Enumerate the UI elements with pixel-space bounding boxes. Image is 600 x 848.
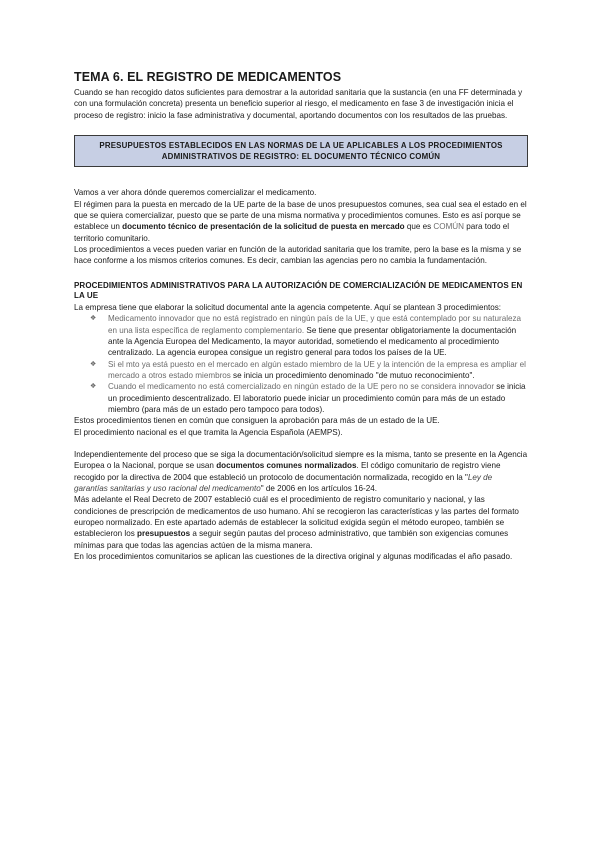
intro-paragraph: Cuando se han recogido datos suficientes para demostrar a la autoridad sanitaria que la sustancia (en una FF determinada y con una formulación concreta) presenta un beneficio superior al riesgo, el medicamento en fase 3 de investigación inicia el proceso de registro: inicio la fase administrativa y documental, aportando documentos con los resultados de las pruebas. [74,88,523,120]
paragraph: La empresa tiene que elaborar la solicitud documental ante la agencia competente. Aquí se plantean 3 procedimientos: [74,302,501,312]
paragraph: Más adelante el Real Decreto de 2007 estableció cuál es el procedimiento de registro comunitario y nacional, y las condiciones de prescripción de medicamentos de uso humano. Ahí se recogieron las características y las partes del formato europeo normalizado. En este apartado además de establecer la solicitud exigida según el método europeo, también se establecieron los presupuestos a seguir según pautas del proceso administrativo, que también son exigencias comunes mínimas para que todas las agencias actúen de la misma manera. [74,495,519,550]
list-item: ❖ Cuando el medicamento no está comercializado en ningún estado de la UE pero no se considera innovador se inicia un procedimiento descentralizado. El laboratorio puede iniciar un procedimiento común para más de un estado miembro (para más de un estado pero tampoco para todos). [90,382,526,414]
diamond-bullet-icon: ❖ [90,315,97,323]
page-title: TEMA 6. EL REGISTRO DE MEDICAMENTOS [74,70,342,84]
list-item: ❖ Medicamento innovador que no está registrado en ningún país de la UE, y que está contemplado por su naturaleza en una lista específica de reglamento complementario. Se tiene que presentar obligatoriamente la documentación ante la Agencia Europea del Medicamento, la mayor autoridad, sometiendo el medicamento al procedimiento centralizado. La agencia europea consigue un registro general para todos los países de la UE. [90,314,522,358]
section-heading-box: PRESUPUESTOS ESTABLECIDOS EN LAS NORMAS DE LA UE APLICABLES A LOS PROCEDIMIENTOS ADMINISTRATIVOS DE REGISTRO: EL DOCUMENTO TÉCNICO COMÚN [74,135,528,167]
paragraph: Los procedimientos a veces pueden variar en función de la autoridad sanitaria que los tramite, pero la base es la misma y se hace conforme a los mismos criterios comunes. Es decir, cambian las agencias pero no cambia la fundamentación. [74,244,522,266]
paragraph: Independientemente del proceso que se siga la documentación/solicitud siempre es la misma, tanto se presente en la Agencia Europea o la Nacional, porque se usan documentos comunes normalizados. El código comunitario de registro viene recogido por la directiva de 2004 que estableció un protocolo de documentación normalizada, recogido en la "Ley de garantías sanitarias y uso racional del medicamento" de 2006 en los artículos 16-24. [74,449,528,493]
paragraph: El régimen para la puesta en mercado de la UE parte de la base de unos presupuestos comunes, sea cual sea el estado en el que se quiera comercializar, puesto que se parte de una misma normativa y procedimientos comunes. Esto es así porque se establece un documento técnico de presentación de la solicitud de puesta en mercado que es COMÚN para todo el territorio comunitario. [74,199,527,243]
section-heading: PROCEDIMIENTOS ADMINISTRATIVOS PARA LA AUTORIZACIÓN DE COMERCIALIZACIÓN DE MEDICAMENTOS EN LA UE [74,280,523,301]
list-item: ❖ Si el mto ya está puesto en el mercado en algún estado miembro de la UE y la intención de la empresa es ampliar el mercado a otros estado miembros se inicia un procedimiento denominado "de mutuo reconocimiento". [90,359,526,380]
paragraph: El procedimiento nacional es el que tramita la Agencia Española (AEMPS). [74,427,343,437]
paragraph: En los procedimientos comunitarios se aplican las cuestiones de la directiva original y algunas modificadas el año pasado. [74,552,513,562]
diamond-bullet-icon: ❖ [90,383,97,391]
procedure-list [74,313,528,415]
paragraph: Estos procedimientos tienen en común que consiguen la aprobación para más de un estado de la UE. [74,416,440,426]
diamond-bullet-icon: ❖ [90,360,97,368]
paragraph: Vamos a ver ahora dónde queremos comercializar el medicamento. [74,188,317,198]
